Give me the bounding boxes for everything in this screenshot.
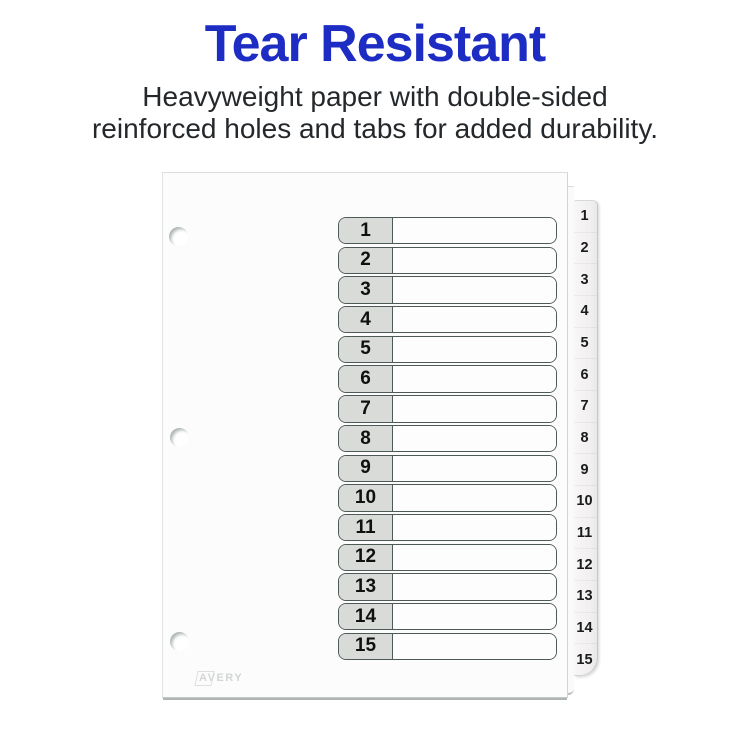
row-label-cell	[393, 396, 556, 421]
row-label-cell	[393, 277, 556, 302]
row-number-cell: 8	[339, 426, 393, 451]
headline: Tear Resistant	[204, 15, 546, 73]
edge-tab	[574, 201, 597, 233]
row-label-cell	[393, 485, 556, 510]
subheadline-line-1: Heavyweight paper with double-sided	[142, 81, 608, 112]
subheadline-line-2: reinforced holes and tabs for added durability.	[91, 113, 659, 144]
row-number-cell: 12	[339, 545, 393, 570]
table-row	[338, 306, 557, 333]
table-row	[338, 544, 557, 571]
row-number-cell: 2	[339, 248, 393, 273]
table-row	[338, 276, 557, 303]
table-row	[338, 573, 557, 600]
edge-tab	[574, 423, 597, 455]
table-row	[338, 425, 557, 452]
avery-logo-text: AVERY	[199, 672, 244, 684]
row-label-cell	[393, 426, 556, 451]
row-label-cell	[393, 634, 556, 659]
row-label-cell	[393, 515, 556, 540]
row-number-cell: 7	[339, 396, 393, 421]
row-number-cell: 14	[339, 604, 393, 629]
table-row	[338, 484, 557, 511]
edge-tab-number: 6	[580, 366, 589, 383]
edge-tab	[574, 644, 597, 675]
row-number-cell: 4	[339, 307, 393, 332]
edge-tab-number: 12	[576, 556, 593, 573]
punch-hole	[169, 227, 188, 246]
edge-tab	[574, 454, 597, 486]
edge-tab	[574, 359, 597, 391]
punch-hole	[170, 428, 189, 447]
row-number-cell: 9	[339, 456, 393, 481]
edge-tab-number: 8	[580, 430, 589, 447]
table-row	[338, 633, 557, 660]
edge-tab	[574, 264, 597, 296]
row-label-cell	[393, 574, 556, 599]
row-number-cell: 6	[339, 366, 393, 391]
edge-tab	[574, 518, 597, 550]
table-row	[338, 336, 557, 363]
row-label-cell	[393, 545, 556, 570]
row-label-cell	[393, 218, 556, 243]
row-number-cell: 10	[339, 485, 393, 510]
edge-tab-number: 11	[576, 525, 593, 542]
subheadline	[0, 81, 750, 145]
edge-tab	[574, 581, 597, 613]
edge-tab	[574, 486, 597, 518]
edge-tab	[574, 549, 597, 581]
edge-tab	[574, 391, 597, 423]
table-row	[338, 514, 557, 541]
edge-tab-number: 14	[576, 620, 593, 637]
table-row	[338, 395, 557, 422]
row-label-cell	[393, 366, 556, 391]
table-row	[338, 455, 557, 482]
edge-tab-number: 4	[580, 303, 589, 320]
row-number-cell: 13	[339, 574, 393, 599]
row-label-cell	[393, 456, 556, 481]
row-number-cell: 3	[339, 277, 393, 302]
edge-tab	[574, 328, 597, 360]
edge-tab-number: 13	[576, 588, 593, 605]
edge-tab-number: 9	[580, 461, 589, 478]
row-number-cell: 15	[339, 634, 393, 659]
edge-tab-number: 15	[576, 651, 593, 668]
row-label-cell	[393, 307, 556, 332]
contents-table	[338, 217, 557, 660]
row-label-cell	[393, 337, 556, 362]
edge-tab-number: 7	[580, 398, 589, 415]
edge-tab	[574, 233, 597, 265]
edge-tab	[574, 613, 597, 645]
table-row	[338, 365, 557, 392]
avery-logo	[196, 667, 266, 691]
row-number-cell: 5	[339, 337, 393, 362]
edge-tab-number: 3	[580, 271, 589, 288]
row-number-cell: 1	[339, 218, 393, 243]
row-label-cell	[393, 248, 556, 273]
tab-bank	[574, 200, 598, 676]
table-row	[338, 603, 557, 630]
punch-hole	[170, 632, 189, 651]
row-number-cell: 11	[339, 515, 393, 540]
edge-tab	[574, 296, 597, 328]
edge-tab-number: 2	[580, 240, 589, 256]
table-row	[338, 217, 557, 244]
edge-tab-number: 5	[580, 335, 589, 352]
row-label-cell	[393, 604, 556, 629]
edge-tab-number: 10	[576, 493, 593, 510]
table-row	[338, 247, 557, 274]
edge-tab-number: 1	[580, 208, 589, 225]
